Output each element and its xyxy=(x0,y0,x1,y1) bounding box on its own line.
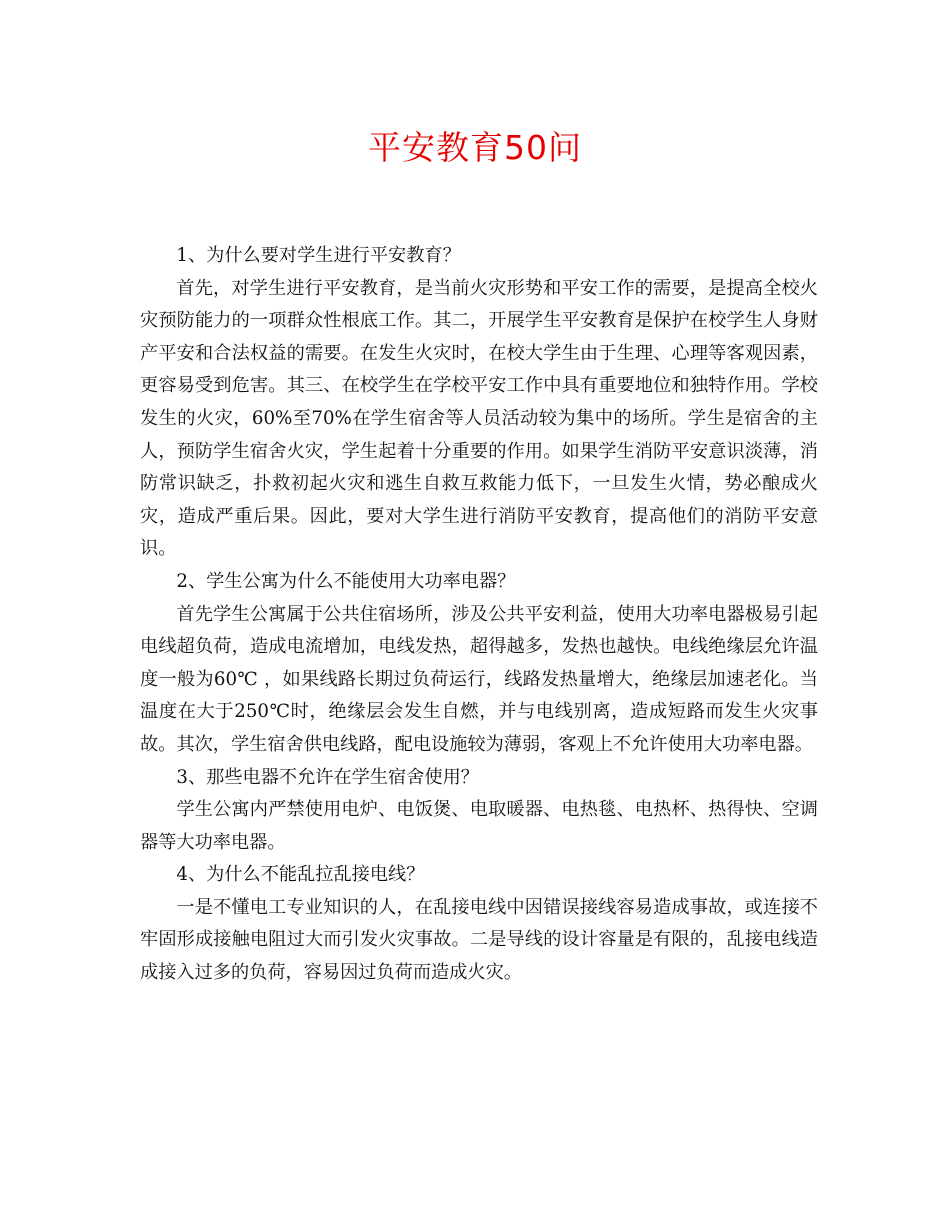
answer-3: 学生公寓内严禁使用电炉、电饭煲、电取暖器、电热毯、电热杯、热得快、空调器等大功率电器。 xyxy=(140,799,818,853)
document-body xyxy=(140,240,818,990)
answer-2: 首先学生公寓属于公共住宿场所，涉及公共平安利益，使用大功率电器极易引起电线超负荷，造成电流增加，电线发热，超得越多，发热也越快。电线绝缘层允许温度一般为60℃ ，如果线路长期过负荷运行，线路发热量增大，绝缘层加速老化。当温度在大于250℃时，绝缘层会发生自燃，并与电线别离，造成短路而发生火灾事故。其次，学生宿舍供电线路，配电设施较为薄弱，客观上不允许使用大功率电器。 xyxy=(140,603,818,755)
answer-1: 首先，对学生进行平安教育，是当前火灾形势和平安工作的需要，是提高全校火灾预防能力的一项群众性根底工作。其二，开展学生平安教育是保护在校学生人身财产平安和合法权益的需要。在发生火灾时，在校大学生由于生理、心理等客观因素，更容易受到危害。其三、在校学生在学校平安工作中具有重要地位和独特作用。学校发生的火灾，60%至70%在学生宿舍等人员活动较为集中的场所。学生是宿舍的主人，预防学生宿舍火灾，学生起着十分重要的作用。如果学生消防平安意识淡薄，消防常识缺乏，扑救初起火灾和逃生自救互救能力低下，一旦发生火情，势必酿成火灾，造成严重后果。因此，要对大学生进行消防平安教育，提高他们的消防平安意识。 xyxy=(140,277,818,560)
answer-4: 一是不懂电工专业知识的人，在乱接电线中因错误接线容易造成事故，或连接不牢固形成接触电阻过大而引发火灾事故。二是导线的设计容量是有限的，乱接电线造成接入过多的负荷，容易因过负荷而造成火灾。 xyxy=(140,896,818,984)
question-2: 2、学生公寓为什么不能使用大功率电器？ xyxy=(176,570,516,592)
question-4: 4、为什么不能乱拉乱接电线？ xyxy=(176,864,425,886)
question-1: 1、为什么要对学生进行平安教育？ xyxy=(176,245,461,266)
question-3: 3、那些电器不允许在学生宿舍使用？ xyxy=(176,766,479,788)
document-title: 平安教育50问 xyxy=(368,128,582,167)
